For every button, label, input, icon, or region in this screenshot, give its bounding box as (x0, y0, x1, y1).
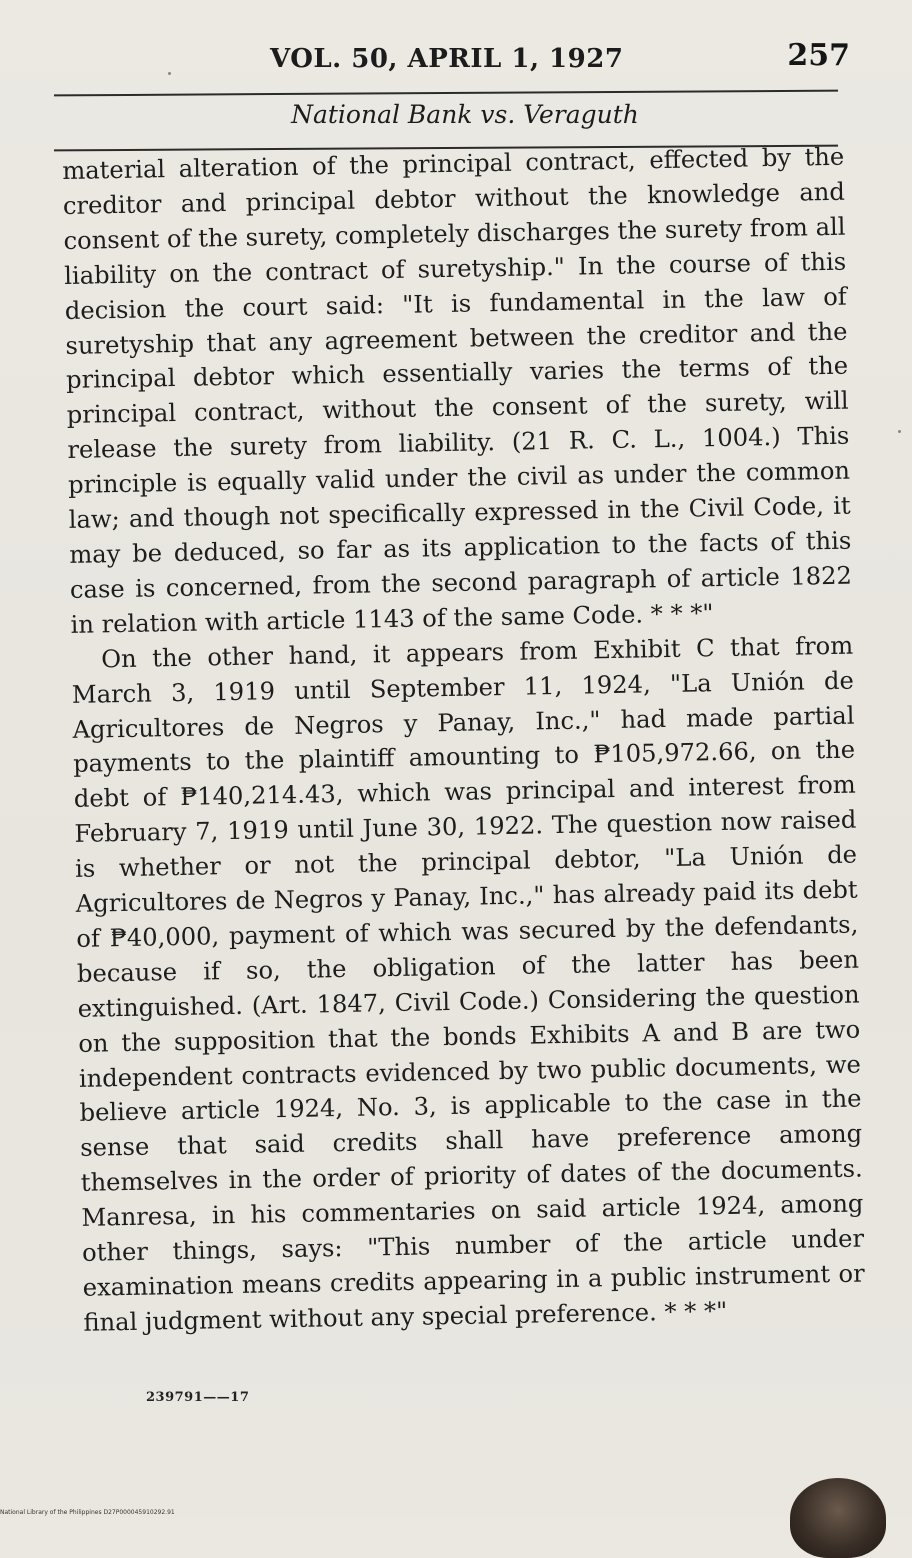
scanner-thumb (790, 1478, 886, 1558)
volume-date-line: VOL. 50, APRIL 1, 1927 (270, 44, 624, 74)
paragraph-continued: material alteration of the principal contract, effected by the creditor and principal debtor without the knowledge and consent of the surety, completely discharges the surety from all liability on the contract of suretyship." In the course of this decision the court said: "It is fundamental in the law of suretyship that any agreement between the creditor and the principal debtor which essentially varies the terms of the principal contract, without the consent of the surety, will release the surety from liability. (21 R. C. L., 1004.) This principle is equally valid under the civil as under the common law; and though not specifically expressed in the Civil Code, it may be deduced, so far as its application to the facts of this case is concerned, from the second paragraph of article 1822 in relation with article 1143 of the same Code. * * *" (62, 142, 853, 639)
body-text (62, 140, 866, 1341)
paragraph: On the other hand, it appears from Exhibit C that from March 3, 1919 until September 11, 1924, "La Unión de Agricultores de Negros y Panay, Inc.," had made partial payments to the plaintiff amounting to ₱105,972.66, on the debt of ₱140,214.43, which was principal and interest from February 7, 1919 until June 30, 1922. The question now raised is whether or not the principal debtor, "La Unión de Agricultores de Negros y Panay, Inc.," has already paid its debt of ₱40,000, payment of which was secured by the defendants, because if so, the obligation of the latter has been extinguished. (Art. 1847, Civil Code.) Considering the question on the supposition that the bonds Exhibits A and B are two independent contracts evidenced by two public documents, we believe article 1924, No. 3, is applicable to the case in the sense that said credits shall have preference among themselves in the order of priority of dates of the documents. Manresa, in his commentaries on said article 1924, among other things, says: "This number of the article under examination means credits appearing in a public instrument or final judgment without any special preference. * * *" (71, 631, 865, 1337)
running-head (60, 34, 850, 94)
page-speck (898, 430, 901, 433)
page-number: 257 (787, 38, 850, 73)
page-speck (168, 72, 171, 75)
case-title: National Bank vs. Veraguth (291, 100, 639, 129)
library-credit: National Library of the Philippines D27P000045910292.91 (0, 1509, 175, 1516)
printer-signature-mark: 239791——17 (146, 1390, 250, 1405)
